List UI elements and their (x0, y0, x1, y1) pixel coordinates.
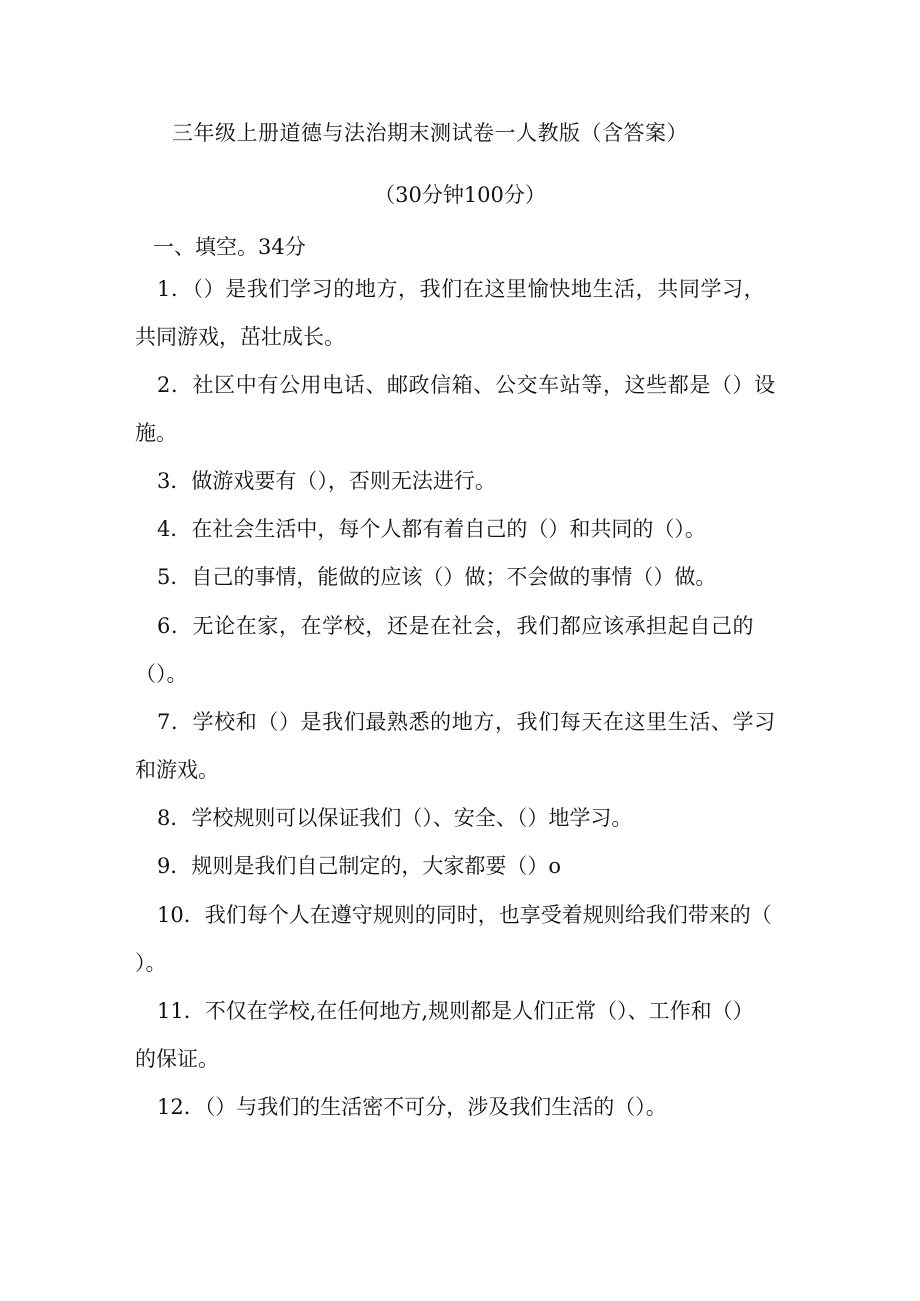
question-2-line-1: 2．社区中有公用电话、邮政信箱、公交车站等，这些都是（）设 (157, 373, 776, 397)
question-6-line-1: 6．无论在家，在学校，还是在社会，我们都应该承担起自己的 (157, 614, 755, 638)
question-11-line-1: 11．不仅在学校,在任何地方,规则都是人们正常（）、工作和（） (157, 999, 754, 1023)
question-12: 12．（）与我们的生活密不可分，涉及我们生活的（）。 (157, 1095, 667, 1119)
question-10-line-1: 10．我们每个人在遵守规则的同时，也享受着规则给我们带来的（ (157, 903, 772, 927)
question-9: 9．规则是我们自己制定的，大家都要（）o (157, 854, 562, 878)
question-5: 5．自己的事情，能做的应该（）做；不会做的事情（）做。 (157, 565, 717, 589)
section-heading: 一、填空。34分 (153, 235, 306, 259)
question-1-line-1: 1．（）是我们学习的地方，我们在这里愉快地生活，共同学习， (157, 277, 766, 301)
question-8: 8．学校规则可以保证我们（）、安全、（）地学习。 (157, 806, 633, 830)
question-6-line-2: （）。 (135, 662, 188, 686)
document-subtitle: （30分钟100分） (374, 183, 546, 207)
question-3: 3．做游戏要有（），否则无法进行。 (157, 469, 496, 493)
question-7-line-2: 和游戏。 (135, 758, 219, 782)
question-7-line-1: 7．学校和（）是我们最熟悉的地方，我们每天在这里生活、学习 (157, 710, 776, 734)
question-4: 4．在社会生活中，每个人都有着自己的（）和共同的（）。 (157, 517, 706, 541)
document-title: 三年级上册道德与法治期末测试卷一人教版（含答案） (172, 121, 688, 145)
question-2-line-2: 施。 (135, 421, 177, 445)
question-1-line-2: 共同游戏，茁壮成长。 (135, 325, 345, 349)
question-11-line-2: 的保证。 (135, 1047, 219, 1071)
question-10-line-2: ）。 (135, 951, 167, 975)
